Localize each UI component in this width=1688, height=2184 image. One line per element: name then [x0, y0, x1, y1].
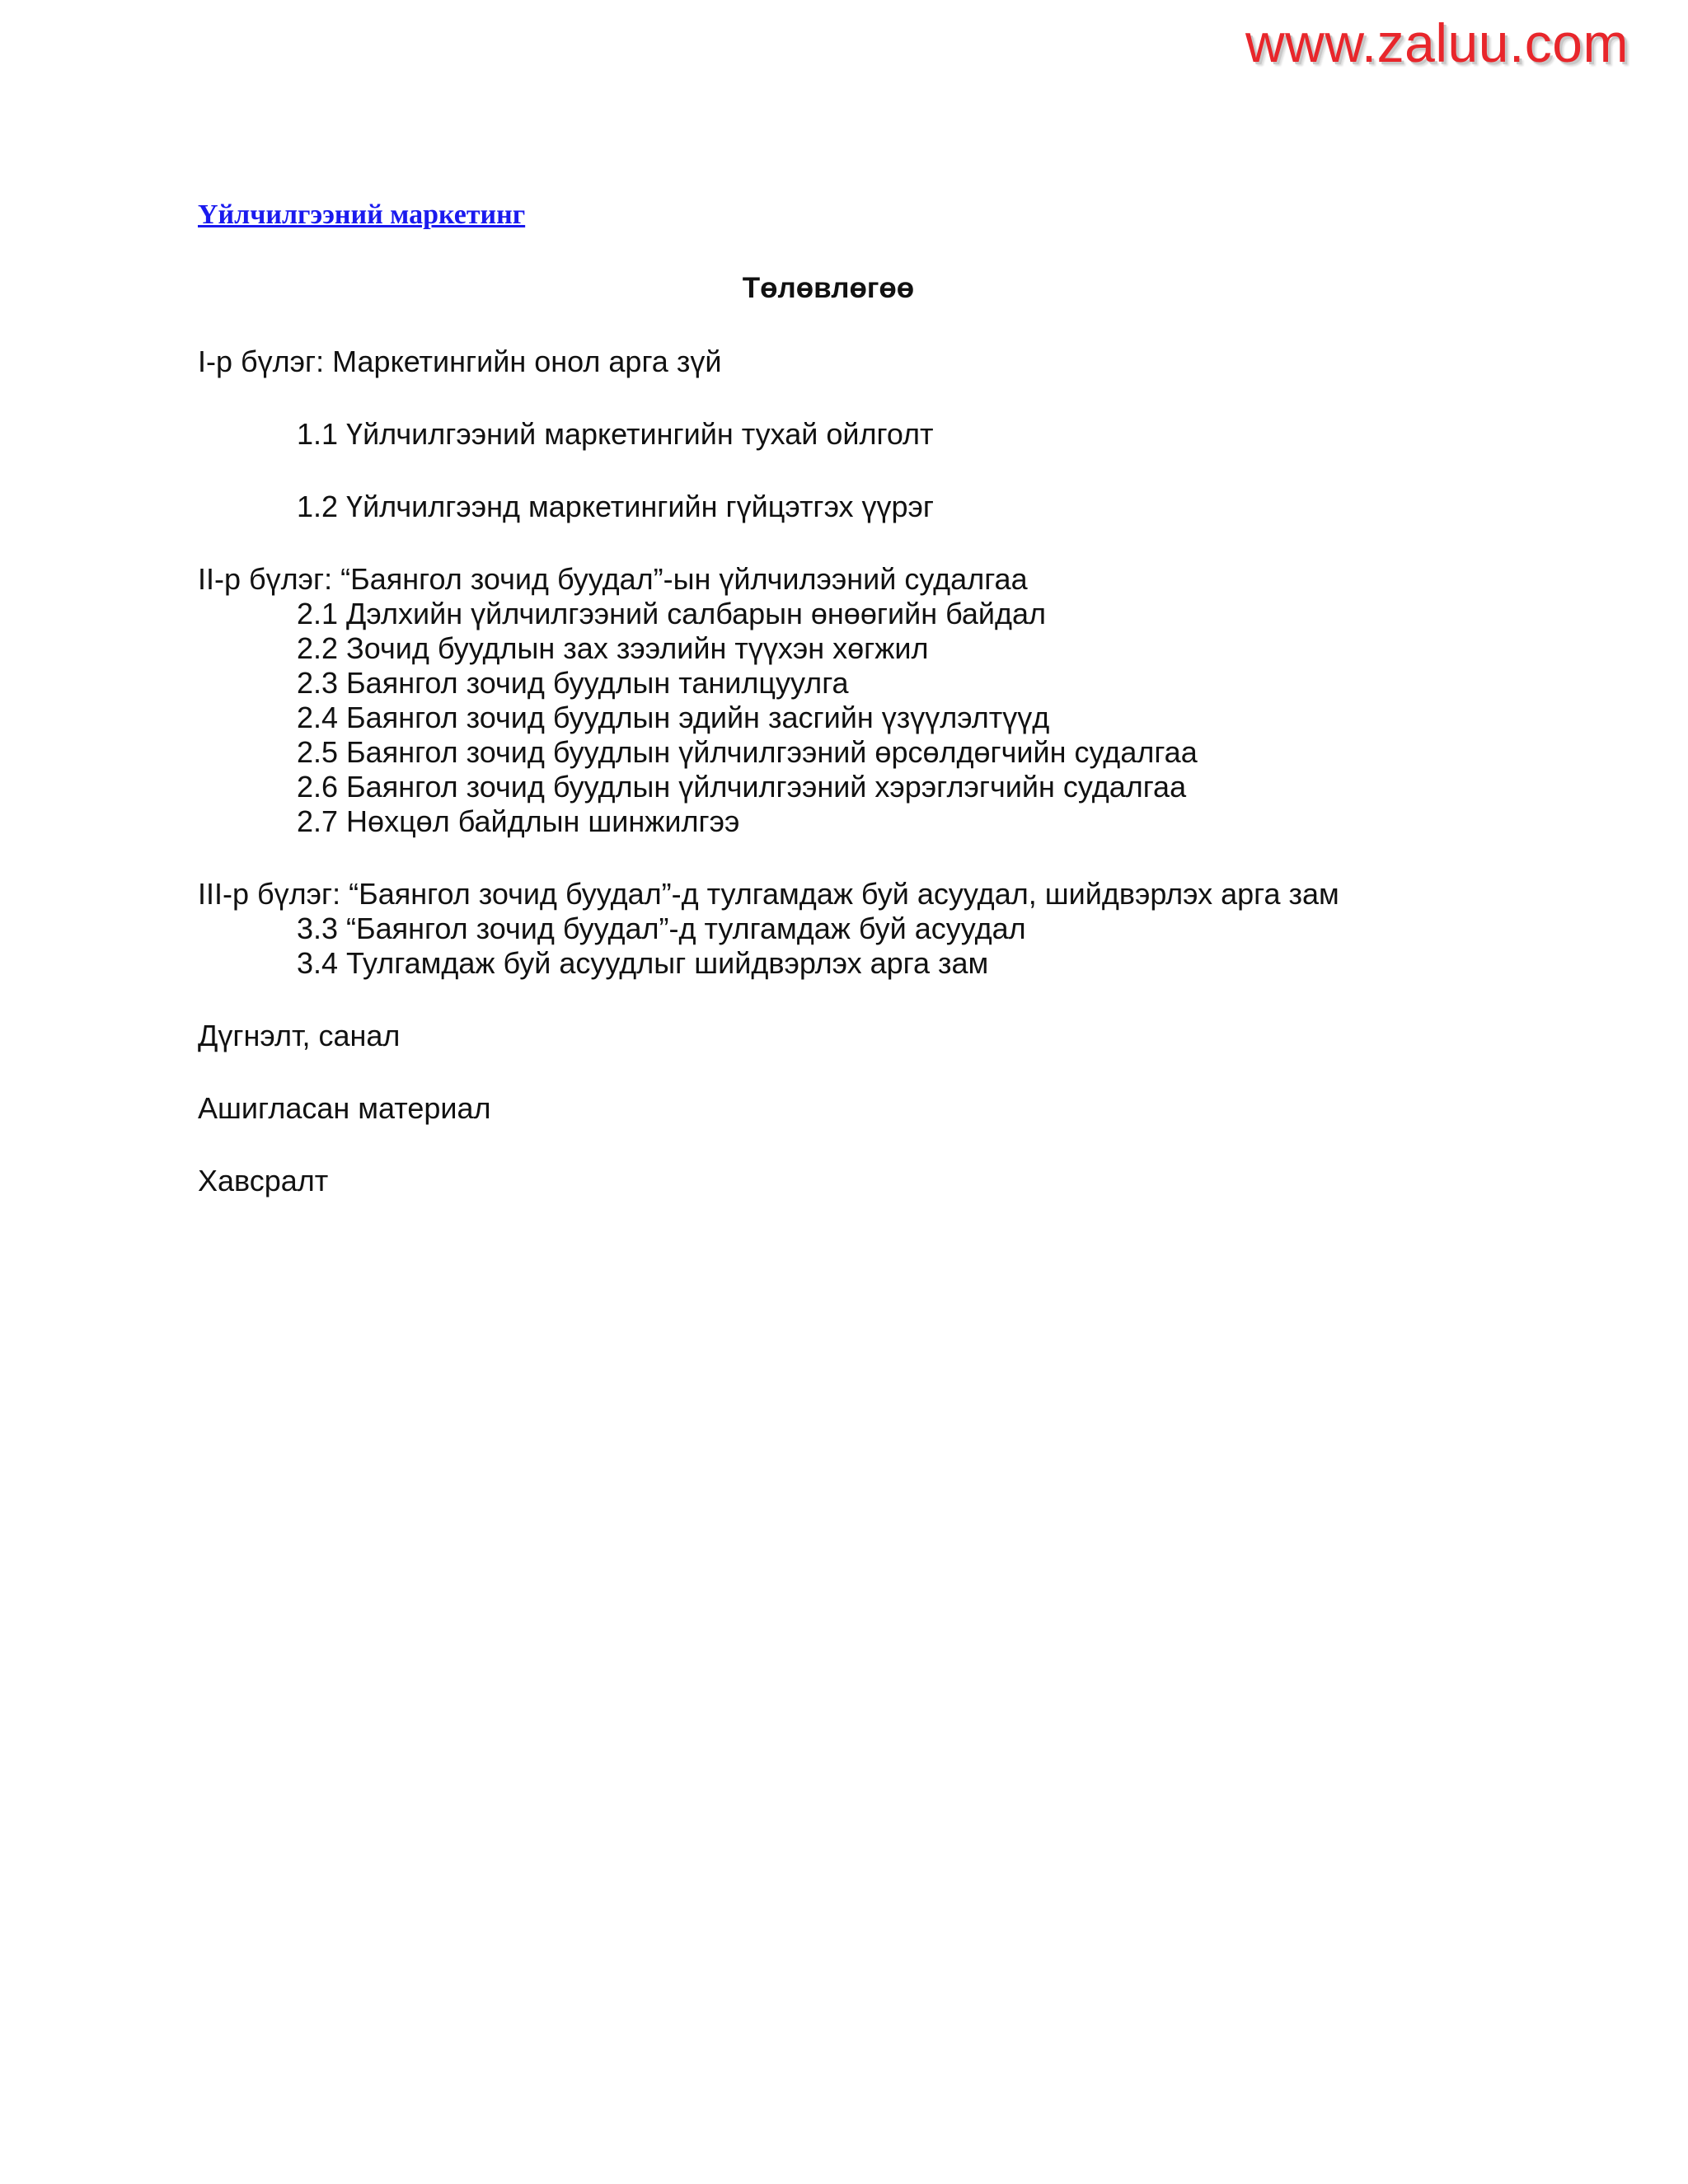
chapter2-title: II-р бүлэг: “Баянгол зочид буудал”-ын үйлчилээний судалгаа: [198, 562, 1028, 596]
toc-item-2-5: 2.5 Баянгол зочид буудлын үйлчилгээний өрсөлдөгчийн судалгаа: [297, 735, 1198, 769]
toc-item-1-1: 1.1 Үйлчилгээний маркетингийн тухай ойлголт: [297, 417, 934, 451]
toc-item-2-3: 2.3 Баянгол зочид буудлын танилцуулга: [297, 666, 849, 700]
toc-item-3-3: 3.3 “Баянгол зочид буудал”-д тулгамдаж буй асуудал: [297, 912, 1026, 945]
conclusion: Дүгнэлт, санал: [198, 1019, 401, 1052]
chapter3-title: III-р бүлэг: “Баянгол зочид буудал”-д тулгамдаж буй асуудал, шийдвэрлэх арга зам: [198, 877, 1339, 911]
toc-item-1-2: 1.2 Үйлчилгээнд маркетингийн гүйцэтгэх үүрэг: [297, 490, 935, 523]
toc-item-2-4: 2.4 Баянгол зочид буудлын эдийн засгийн үзүүлэлтүүд: [297, 701, 1050, 734]
toc-item-3-4: 3.4 Тулгамдаж буй асуудлыг шийдвэрлэх арга зам: [297, 946, 989, 980]
toc-item-2-7: 2.7 Нөхцөл байдлын шинжилгээ: [297, 804, 740, 838]
header-link[interactable]: Үйлчилгээний маркетинг: [198, 199, 526, 230]
references: Ашигласан материал: [198, 1091, 491, 1125]
appendix: Хавсралт: [198, 1164, 329, 1197]
plan-title: Төлөвлөгөө: [742, 272, 915, 304]
toc-item-2-6: 2.6 Баянгол зочид буудлын үйлчилгээний хэрэглэгчийн судалгаа: [297, 770, 1187, 804]
chapter1-title: I-р бүлэг: Маркетингийн онол арга зүй: [198, 344, 722, 378]
toc-item-2-1: 2.1 Дэлхийн үйлчилгээний салбарын өнөөгийн байдал: [297, 597, 1047, 630]
watermark-logo: www.zaluu.com: [1245, 12, 1629, 73]
toc-item-2-2: 2.2 Зочид буудлын зах зээлийн түүхэн хөгжил: [297, 631, 929, 665]
